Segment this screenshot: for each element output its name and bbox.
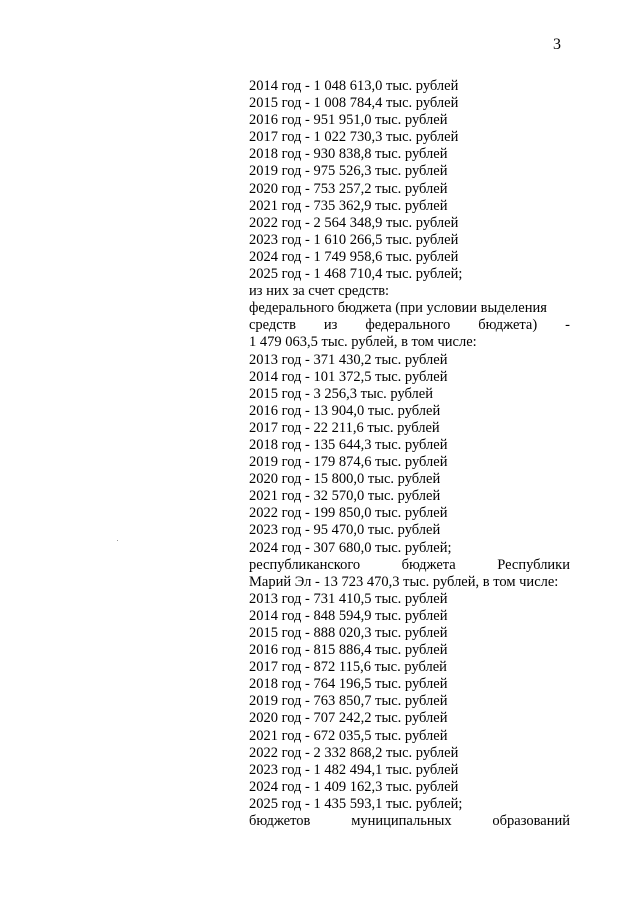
year-line: 2018 год - 135 644,3 тыс. рублей — [249, 436, 448, 453]
year-line: 2020 год - 15 800,0 тыс. рублей — [249, 471, 441, 488]
year-line: 2017 год - 872 115,6 тыс. рублей — [249, 659, 447, 676]
republic-heading-line1 — [249, 557, 570, 574]
word: республиканского — [249, 556, 361, 573]
word: бюджета) — [478, 317, 538, 334]
year-line: 2013 год - 371 430,2 тыс. рублей — [249, 351, 448, 368]
year-line: 2024 год - 1 749 958,6 тыс. рублей — [249, 248, 459, 265]
year-line: 2013 год - 731 410,5 тыс. рублей — [249, 590, 448, 607]
word: бюджетов — [249, 813, 311, 830]
federal-heading-line2 — [249, 317, 570, 334]
year-line: 2014 год - 101 372,5 тыс. рублей — [249, 368, 448, 385]
republic-budget-section — [249, 557, 570, 813]
year-line: 2018 год - 930 838,8 тыс. рублей — [249, 146, 448, 163]
year-line: 2023 год - 95 470,0 тыс. рублей — [249, 522, 441, 539]
year-line: 2015 год - 3 256,3 тыс. рублей — [249, 385, 433, 402]
year-line: 2024 год - 1 409 162,3 тыс. рублей — [249, 778, 459, 795]
year-line: 2014 год - 848 594,9 тыс. рублей — [249, 607, 448, 624]
year-line: 2015 год - 888 020,3 тыс. рублей — [249, 625, 448, 641]
federal-budget-section — [249, 300, 570, 556]
municipal-budget-section — [249, 813, 570, 830]
year-line: 2014 год - 1 048 613,0 тыс. рублей — [249, 78, 459, 94]
word: - — [565, 317, 570, 334]
year-line: 2023 год - 1 482 494,1 тыс. рублей — [249, 761, 459, 778]
word: Республики — [497, 556, 570, 573]
year-line: 2017 год - 1 022 730,3 тыс. рублей — [249, 129, 459, 146]
federal-total: 1 479 063,5 тыс. рублей, в том числе: — [249, 334, 477, 351]
year-line: 2025 год - 1 468 710,4 тыс. рублей; — [249, 266, 463, 283]
year-line: 2021 год - 32 570,0 тыс. рублей — [249, 488, 441, 505]
year-line: 2021 год - 672 035,5 тыс. рублей — [249, 727, 448, 744]
year-line: 2019 год - 179 874,6 тыс. рублей — [249, 454, 448, 471]
year-line: 2016 год - 815 886,4 тыс. рублей — [249, 642, 448, 659]
year-line: 2025 год - 1 435 593,1 тыс. рублей; — [249, 795, 463, 812]
year-line: 2022 год - 2 564 348,9 тыс. рублей — [249, 214, 459, 231]
year-line: 2019 год - 763 850,7 тыс. рублей — [249, 693, 448, 710]
year-line: 2020 год - 753 257,2 тыс. рублей — [249, 180, 448, 197]
year-line: 2021 год - 735 362,9 тыс. рублей — [249, 197, 448, 214]
total-funding-by-year — [249, 78, 570, 283]
year-line: 2018 год - 764 196,5 тыс. рублей — [249, 676, 448, 693]
year-line: 2024 год - 307 680,0 тыс. рублей; — [249, 539, 452, 556]
word: образований — [492, 813, 570, 830]
year-line: 2016 год - 13 904,0 тыс. рублей — [249, 402, 441, 419]
document-body — [249, 78, 570, 830]
page-number: 3 — [553, 36, 561, 53]
year-line: 2023 год - 1 610 266,5 тыс. рублей — [249, 231, 459, 248]
year-line: 2015 год - 1 008 784,4 тыс. рублей — [249, 95, 459, 112]
year-line: 2017 год - 22 211,6 тыс. рублей — [249, 419, 440, 436]
federal-heading-line1: федерального бюджета (при условии выделения — [249, 300, 547, 317]
word: средств — [249, 317, 296, 334]
word: муниципальных — [351, 813, 452, 830]
year-line: 2019 год - 975 526,3 тыс. рублей — [249, 163, 448, 180]
year-line: 2016 год - 951 951,0 тыс. рублей — [249, 112, 448, 129]
sources-intro: из них за счет средств: — [249, 283, 390, 300]
word: из — [323, 317, 338, 334]
republic-total: Марий Эл - 13 723 470,3 тыс. рублей, в том числе: — [249, 573, 559, 590]
year-line: 2022 год - 199 850,0 тыс. рублей — [249, 505, 448, 522]
scan-speck — [117, 540, 118, 541]
word: бюджета — [401, 556, 456, 573]
year-line: 2022 год - 2 332 868,2 тыс. рублей — [249, 744, 459, 761]
year-line: 2020 год - 707 242,2 тыс. рублей — [249, 710, 448, 727]
word: федерального — [365, 317, 451, 334]
municipal-heading-line1 — [249, 813, 570, 830]
